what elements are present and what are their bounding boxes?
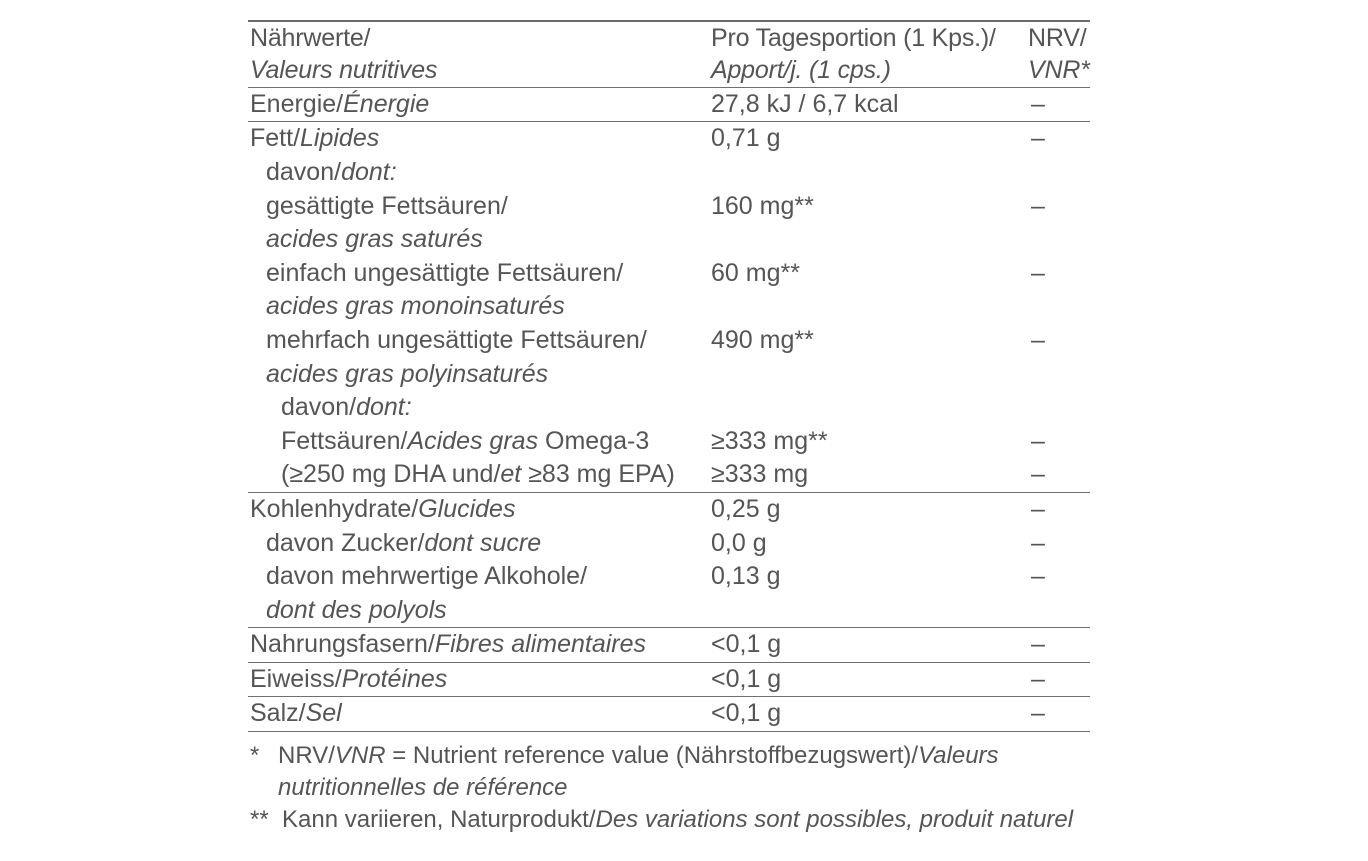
fat-nrv: – (1031, 124, 1045, 153)
fibre-label: Nahrungsfasern/Fibres alimentaires (250, 630, 647, 659)
poly-value: 490 mg** (711, 325, 814, 354)
carbs-nrv: – (1031, 494, 1045, 523)
table-header (248, 22, 1090, 88)
energy-nrv: – (1031, 89, 1045, 118)
omega3-value: ≥333 mg** (711, 426, 828, 455)
fat-of-label: davon/dont: (266, 157, 397, 186)
fat-label: Fett/Lipides (250, 124, 380, 153)
fat-value: 0,71 g (711, 124, 781, 153)
sugar-value: 0,0 g (711, 528, 767, 557)
saturated-label-fr: acides gras saturés (266, 225, 483, 254)
row-energy (248, 88, 1090, 123)
carbs-value: 0,25 g (711, 494, 781, 523)
footnote-variation-mark: ** (250, 806, 269, 833)
sugar-nrv: – (1031, 528, 1045, 557)
header-per-day-de: Pro Tagesportion (1 Kps.)/ (711, 24, 996, 52)
row-carbs-group (248, 493, 1090, 628)
row-fibre (248, 628, 1090, 663)
footnote-nrv-text: NRV/VNR = Nutrient reference value (Nährstoffbezugswert)/Valeurs (278, 742, 999, 769)
mono-label-fr: acides gras monoinsaturés (266, 292, 565, 321)
header-nrv-de: NRV/ (1028, 24, 1087, 52)
energy-label: Energie/Énergie (250, 89, 430, 118)
mono-nrv: – (1031, 258, 1045, 287)
fibre-value: <0,1 g (711, 630, 782, 659)
polyols-value: 0,13 g (711, 562, 781, 591)
omega3-nrv: – (1031, 426, 1045, 455)
footnote-variation-text: Kann variieren, Naturprodukt/Des variations sont possibles, produit naturel (282, 806, 1074, 833)
salt-nrv: – (1031, 699, 1045, 728)
dha-epa-value: ≥333 mg (711, 460, 809, 489)
header-nutrients-fr: Valeurs nutritives (250, 56, 438, 85)
dha-epa-nrv: – (1031, 460, 1045, 489)
saturated-label-de: gesättigte Fettsäuren/ (266, 191, 508, 220)
protein-value: <0,1 g (711, 664, 782, 693)
poly-label-de: mehrfach ungesättigte Fettsäuren/ (266, 325, 647, 354)
saturated-value: 160 mg** (711, 191, 814, 220)
mono-label-de: einfach ungesättigte Fettsäuren/ (266, 258, 624, 287)
mono-value: 60 mg** (711, 258, 800, 287)
protein-nrv: – (1031, 664, 1045, 693)
omega3-label: Fettsäuren/Acides gras Omega-3 (281, 426, 650, 455)
fibre-nrv: – (1031, 630, 1045, 659)
header-per-day-fr: Apport/j. (1 cps.) (711, 56, 891, 85)
saturated-nrv: – (1031, 191, 1045, 220)
footnote-nrv (248, 740, 1248, 772)
poly-label-fr: acides gras polyinsaturés (266, 359, 549, 388)
poly-nrv: – (1031, 325, 1045, 354)
row-fat-group (248, 122, 1090, 493)
polyols-label-de: davon mehrwertige Alkohole/ (266, 562, 588, 591)
footnotes (248, 740, 1248, 836)
footnote-nrv-text-fr: nutritionnelles de référence (278, 774, 568, 801)
nutrition-table (248, 20, 1090, 732)
footnote-nrv-cont (248, 772, 1248, 804)
row-salt (248, 697, 1090, 732)
salt-value: <0,1 g (711, 699, 782, 728)
salt-label: Salz/Sel (250, 699, 342, 728)
row-protein (248, 663, 1090, 698)
poly-of-label: davon/dont: (281, 393, 412, 422)
polyols-label-fr: dont des polyols (266, 595, 447, 624)
energy-value: 27,8 kJ / 6,7 kcal (711, 89, 899, 118)
footnote-variation (248, 804, 1248, 836)
carbs-label: Kohlenhydrate/Glucides (250, 494, 516, 523)
header-nutrients-de: Nährwerte/ (250, 24, 371, 52)
polyols-nrv: – (1031, 562, 1045, 591)
footnote-nrv-mark: * (250, 742, 260, 769)
protein-label: Eiweiss/Protéines (250, 664, 448, 693)
sugar-label: davon Zucker/dont sucre (266, 528, 542, 557)
header-nrv-fr: VNR* (1028, 56, 1090, 85)
dha-epa-label: (≥250 mg DHA und/et ≥83 mg EPA) (281, 460, 675, 489)
